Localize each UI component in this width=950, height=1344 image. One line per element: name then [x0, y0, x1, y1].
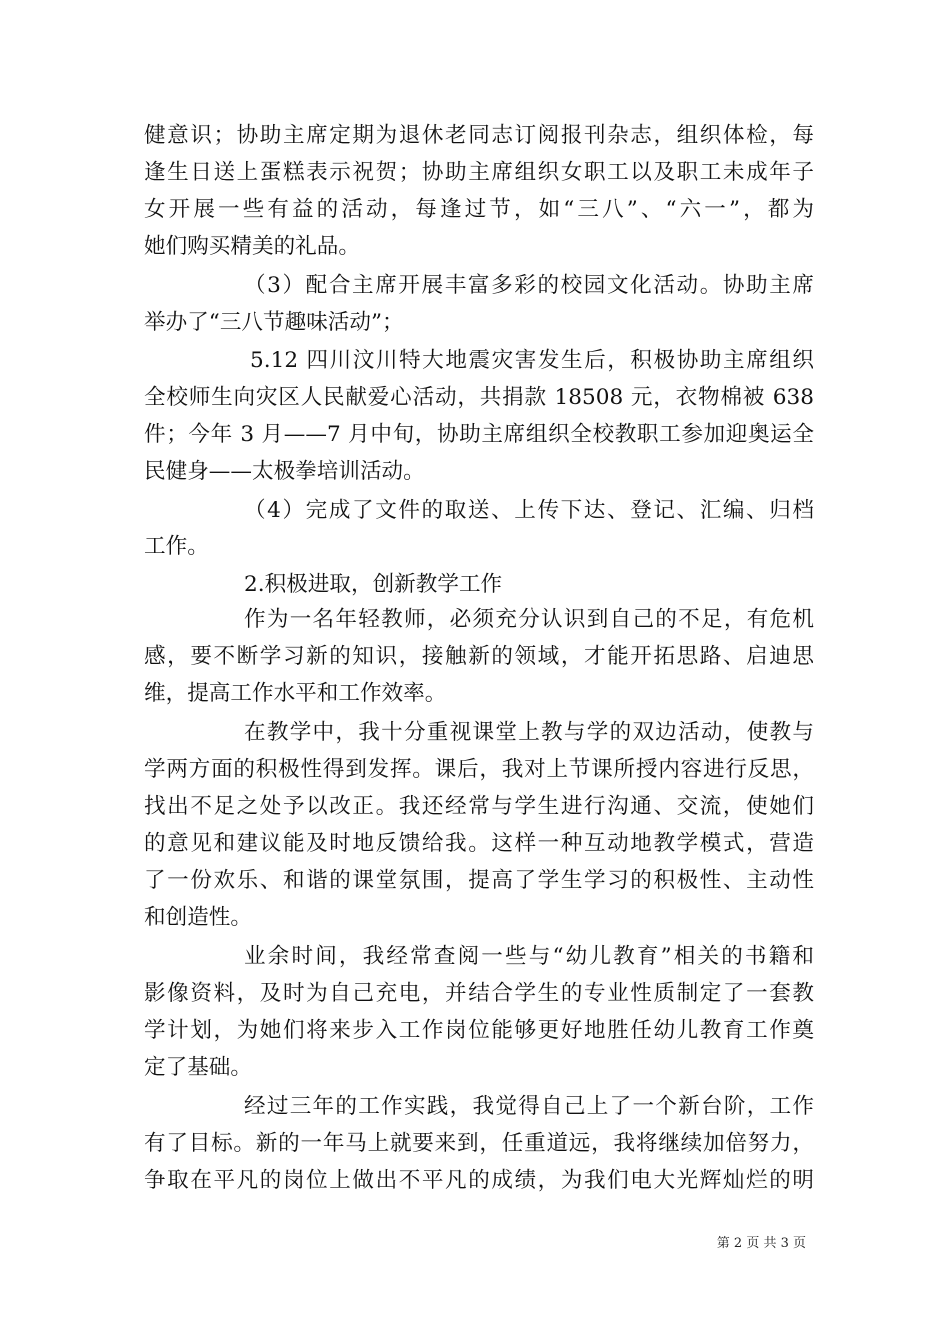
text-line: 工作。: [144, 534, 209, 559]
text-line: 业余时间，我经常查阅一些与“幼儿教育”相关的书籍和: [244, 944, 814, 969]
text-line: 在教学中，我十分重视课堂上教与学的双边活动，使教与: [244, 720, 814, 745]
text-line: 感，要不断学习新的知识，接触新的领域，才能开拓思路、启迪思: [144, 644, 814, 669]
text-line: 5.12 四川汶川特大地震灾害发生后，积极协助主席组织: [250, 348, 814, 373]
text-line: 维，提高工作水平和工作效率。: [144, 681, 447, 706]
text-line: 全校师生向灾区人民献爱心活动，共捐款 18508 元，衣物棉被 638: [144, 385, 814, 410]
text-line: （3）配合主席开展丰富多彩的校园文化活动。协助主席: [244, 273, 814, 298]
text-line: 学计划，为她们将来步入工作岗位能够更好地胜任幼儿教育工作奠: [144, 1018, 814, 1043]
text-line: 找出不足之处予以改正。我还经常与学生进行沟通、交流，使她们: [144, 794, 814, 819]
text-line: 作为一名年轻教师，必须充分认识到自己的不足，有危机: [244, 607, 814, 632]
section-heading: 2.积极进取，创新教学工作: [244, 572, 503, 597]
text-line: 争取在平凡的岗位上做出不平凡的成绩，为我们电大光辉灿烂的明: [144, 1168, 814, 1193]
text-line: 和创造性。: [144, 905, 252, 930]
page-footer: 第 2 页 共 3 页: [716, 1236, 806, 1251]
text-line: 有了目标。新的一年马上就要来到，任重道远，我将继续加倍努力，: [144, 1131, 814, 1156]
text-line: 学两方面的积极性得到发挥。课后，我对上节课所授内容进行反思，: [144, 757, 814, 782]
text-line: 了一份欢乐、和谐的课堂氛围，提高了学生学习的积极性、主动性: [144, 868, 814, 893]
text-line: 定了基础。: [144, 1055, 252, 1080]
text-line: 举办了“三八节趣味活动”；: [144, 310, 404, 335]
text-line: 件；今年 3 月——7 月中旬，协助主席组织全校教职工参加迎奥运全: [144, 422, 814, 447]
text-line: 经过三年的工作实践，我觉得自己上了一个新台阶，工作: [244, 1094, 814, 1119]
text-line: 的意见和建议能及时地反馈给我。这样一种互动地教学模式，营造: [144, 831, 814, 856]
text-line: 女开展一些有益的活动，每逢过节，如“三八”、“六一”，都为: [144, 197, 814, 222]
text-line: 影像资料，及时为自己充电，并结合学生的专业性质制定了一套教: [144, 981, 814, 1006]
text-line: 逢生日送上蛋糕表示祝贺；协助主席组织女职工以及职工未成年子: [144, 160, 814, 185]
text-line: 健意识；协助主席定期为退休老同志订阅报刊杂志，组织体检，每: [144, 123, 814, 148]
text-line: （4）完成了文件的取送、上传下达、登记、汇编、归档: [244, 498, 814, 523]
text-line: 民健身——太极拳培训活动。: [144, 459, 425, 484]
text-line: 她们购买精美的礼品。: [144, 234, 360, 259]
